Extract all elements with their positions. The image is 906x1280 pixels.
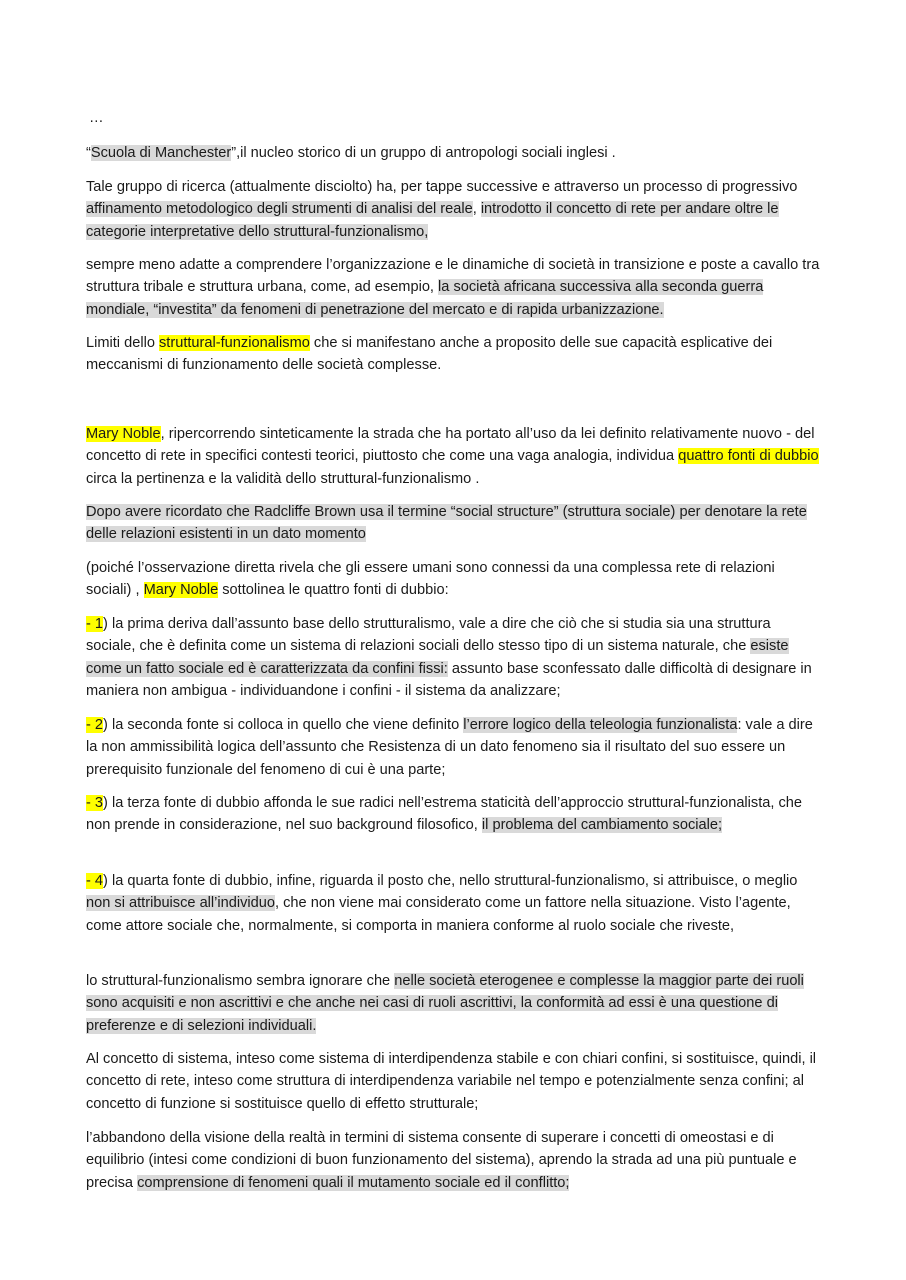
gray-highlighted-text: esiste come un fatto sociale ed è caratterizzata da confini fissi: xyxy=(86,638,789,677)
paragraph-research-group xyxy=(86,176,821,243)
paragraph-radcliffe-brown xyxy=(86,501,821,546)
gray-highlighted-text: affinamento metodologico degli strumenti di analisi del reale xyxy=(86,201,473,218)
paragraph-doubt-2 xyxy=(86,714,821,781)
text-run: sempre meno adatte a comprendere l’organizzazione e le dinamiche di società in transizione e poste a cavallo tra struttura tribale e struttura urbana, come, ad esempio, xyxy=(86,257,820,296)
text-run: circa la pertinenza e la validità dello struttural-funzionalismo . xyxy=(86,470,480,487)
paragraph-system-vs-network xyxy=(86,1048,821,1115)
text-run: Al concetto di sistema, inteso come sistema di interdipendenza stabile e con chiari confini, si sostituisce, quindi, il concetto di rete, inteso come struttura di interdipendenza variabile nel tempo e potenzialmente senza confini; al concetto di funzione si sostituisce quello di effetto strutturale; xyxy=(86,1051,817,1112)
text-run: : vale a dire la non ammissibilità logica dell’assunto che Resistenza di un dato fenomeno sia il risultato del suo essere un prerequisito funzionale del fenomeno di cui è una parte; xyxy=(86,717,813,778)
paragraph-limits xyxy=(86,332,821,377)
yellow-highlighted-text: quattro fonti di dubbio xyxy=(678,448,819,465)
paragraph-doubt-4 xyxy=(86,870,821,937)
text-run: Limiti dello xyxy=(86,335,159,351)
gray-highlighted-text: il problema del cambiamento sociale; xyxy=(481,817,723,834)
paragraph-abandon-system xyxy=(86,1127,821,1194)
yellow-highlighted-text: - 4 xyxy=(86,873,104,889)
text-run: lo struttural-funzionalismo sembra ignorare che xyxy=(86,973,395,989)
yellow-highlighted-text: struttural-funzionalismo xyxy=(159,335,310,351)
gray-highlighted-text: introdotto il concetto di rete per andare oltre le categorie interpretative dello struttural-funzionalismo, xyxy=(86,201,779,240)
text-run: “ xyxy=(86,145,91,161)
text-run: ) la seconda fonte si colloca in quello che viene definito xyxy=(103,717,464,733)
yellow-highlighted-text: - 1 xyxy=(86,616,104,632)
paragraph-mary-noble xyxy=(86,423,821,490)
text-run: , xyxy=(472,201,481,218)
text-run: , che non viene mai considerato come un fattore nella situazione. Visto l’agente, come attore sociale che, normalmente, si comporta in maniera conforme al ruolo sociale che riveste, xyxy=(86,895,791,934)
paragraph-heterogeneous-societies xyxy=(86,970,821,1037)
paragraph-doubt-1 xyxy=(86,613,821,702)
text-run: , ripercorrendo sinteticamente la strada che ha portato all’uso da lei definito relativamente nuovo - del concetto di rete in specifici contesti teorici, piuttosto che come una vaga analogia, individua xyxy=(86,426,815,465)
gray-highlighted-text: Scuola di Manchester xyxy=(90,145,232,161)
gray-highlighted-text: l’errore logico della teleologia funzionalista xyxy=(463,717,738,733)
gray-highlighted-text: non si attribuisce all’individuo xyxy=(86,895,276,912)
text-run: … xyxy=(89,110,104,126)
paragraph-doubt-3 xyxy=(86,792,821,837)
text-run: ) la quarta fonte di dubbio, infine, riguarda il posto che, nello struttural-funzionalismo, si attribuisce, o meglio xyxy=(103,873,798,889)
yellow-highlighted-text: - 2 xyxy=(86,717,104,733)
text-run: (poiché l’osservazione diretta rivela che gli essere umani sono connessi da una complessa rete di relazioni sociali) , xyxy=(86,560,775,599)
gray-highlighted-text: Dopo avere ricordato che Radcliffe Brown usa il termine “social structure” (struttura sociale) per denotare la rete delle relazioni esistenti in un dato momento xyxy=(86,504,807,543)
gray-highlighted-text: la società africana successiva alla seconda guerra mondiale, “investita” da fenomeni di penetrazione del mercato e di rapida urbanizzazione. xyxy=(86,279,764,318)
paragraph-societies-in-transition xyxy=(86,254,821,321)
yellow-highlighted-text: - 3 xyxy=(86,795,104,811)
gray-highlighted-text: nelle società eterogenee e complesse la maggior parte dei ruoli sono acquisiti e non ascrittivi e che anche nei casi di ruoli ascrittivi, la conformità ad essi è una questione di preferenze e di selezioni individuali. xyxy=(86,973,804,1034)
paragraph-manchester-school xyxy=(86,142,821,164)
paragraph-ellipsis xyxy=(89,107,824,129)
yellow-highlighted-text: Mary Noble xyxy=(143,582,219,599)
text-run: assunto base sconfessato dalle difficoltà di designare in maniera non ambigua - individuandone i confini - il sistema da analizzare; xyxy=(86,660,812,699)
paragraph-four-doubts-intro xyxy=(86,557,821,602)
text-run: che si manifestano anche a proposito delle sue capacità esplicative dei meccanismi di funzionamento delle società complesse. xyxy=(86,335,773,374)
text-run: l’abbandono della visione della realtà in termini di sistema consente di superare i concetti di omeostasi e di equilibrio (intesi come condizioni di buon funzionamento del sistema), aprendo la strada ad una più puntuale e precisa xyxy=(86,1130,797,1191)
yellow-highlighted-text: Mary Noble xyxy=(86,426,161,442)
text-run: ) la terza fonte di dubbio affonda le sue radici nell’estrema staticità dell’approccio struttural-funzionalista, che non prende in considerazione, nel suo background filosofico, xyxy=(86,795,803,834)
text-run: Tale gruppo di ricerca (attualmente disciolto) ha, per tappe successive e attraverso un processo di progressivo xyxy=(86,179,798,195)
text-run: ”,il nucleo storico di un gruppo di antropologi sociali inglesi . xyxy=(231,145,616,161)
text-run: sottolinea le quattro fonti di dubbio: xyxy=(218,582,449,599)
gray-highlighted-text: comprensione di fenomeni quali il mutamento sociale ed il conflitto; xyxy=(137,1174,570,1191)
text-run: ) la prima deriva dall’assunto base dello strutturalismo, vale a dire che ciò che si studia sia una struttura sociale, che è definita come un sistema di relazioni sociali dello stesso tipo di un sistema naturale, che xyxy=(86,616,771,655)
